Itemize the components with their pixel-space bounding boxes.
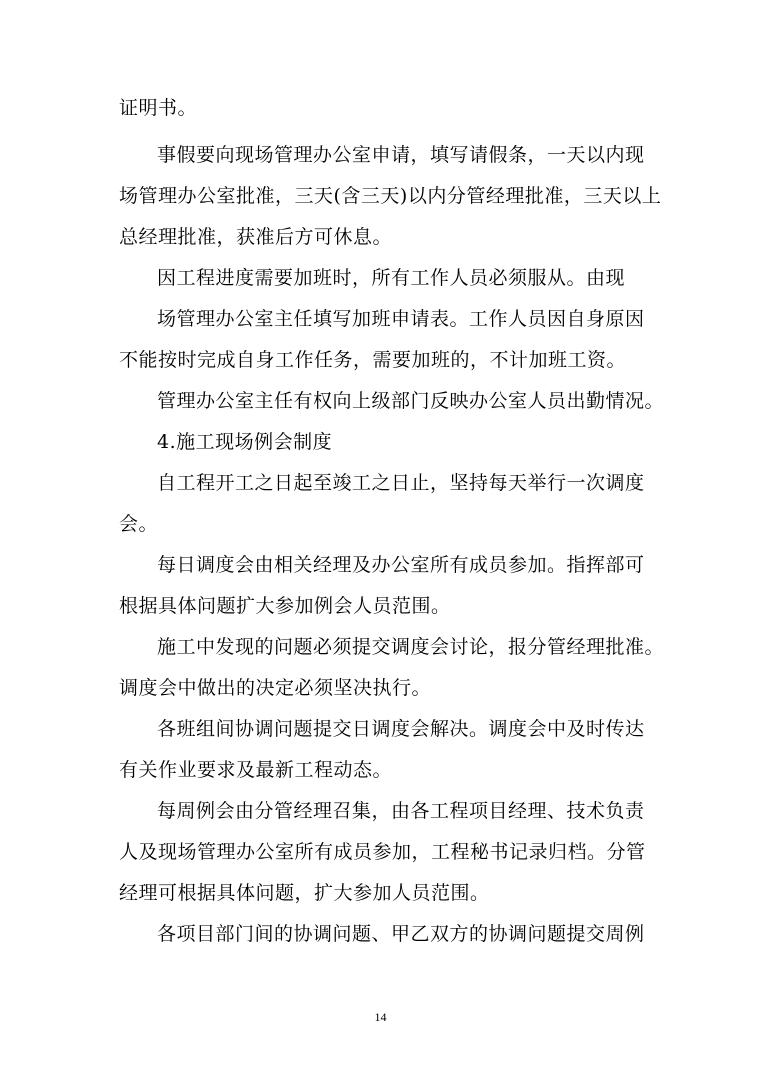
- page-number: 14: [374, 1010, 387, 1024]
- paragraph-line: 事假要向现场管理办公室申请，填写请假条，一天以内现: [157, 144, 645, 166]
- paragraph-line: 各班组间协调问题提交日调度会解决。调度会中及时传达: [157, 718, 645, 740]
- paragraph-line: 施工中发现的问题必须提交调度会讨论，报分管经理批准。: [157, 636, 665, 658]
- paragraph-line: 每周例会由分管经理召集，由各工程项目经理、技术负责: [157, 800, 645, 822]
- text-line: 调度会中做出的决定必须坚决执行。: [119, 677, 432, 699]
- text-line: 会。: [119, 513, 159, 535]
- text-line: 总经理批准，获准后方可休息。: [119, 226, 393, 248]
- text-line: 不能按时完成自身工作任务，需要加班的，不计加班工资。: [119, 349, 627, 371]
- paragraph-line: 每日调度会由相关经理及办公室所有成员参加。指挥部可: [157, 554, 645, 576]
- paragraph-line: 管理办公室主任有权向上级部门反映办公室人员出勤情况。: [157, 390, 665, 412]
- text-line: 根据具体问题扩大参加例会人员范围。: [119, 595, 451, 617]
- text-line: 有关作业要求及最新工程动态。: [119, 759, 393, 781]
- text-line: 经理可根据具体问题，扩大参加人员范围。: [119, 882, 490, 904]
- paragraph-line: 场管理办公室主任填写加班申请表。工作人员因自身原因: [157, 308, 645, 330]
- paragraph-line: 各项目部门间的协调问题、甲乙双方的协调问题提交周例: [157, 923, 645, 945]
- paragraph-line: 因工程进度需要加班时，所有工作人员必须服从。由现: [157, 267, 626, 289]
- text-line: 场管理办公室批准，三天(含三天)以内分管经理批准，三天以上: [119, 185, 662, 207]
- text-line: 证明书。: [119, 97, 198, 119]
- paragraph-line: 自工程开工之日起至竣工之日止，坚持每天举行一次调度: [157, 472, 645, 494]
- section-heading: 4.施工现场例会制度: [157, 431, 333, 453]
- text-line: 人及现场管理办公室所有成员参加，工程秘书记录归档。分管: [119, 841, 646, 863]
